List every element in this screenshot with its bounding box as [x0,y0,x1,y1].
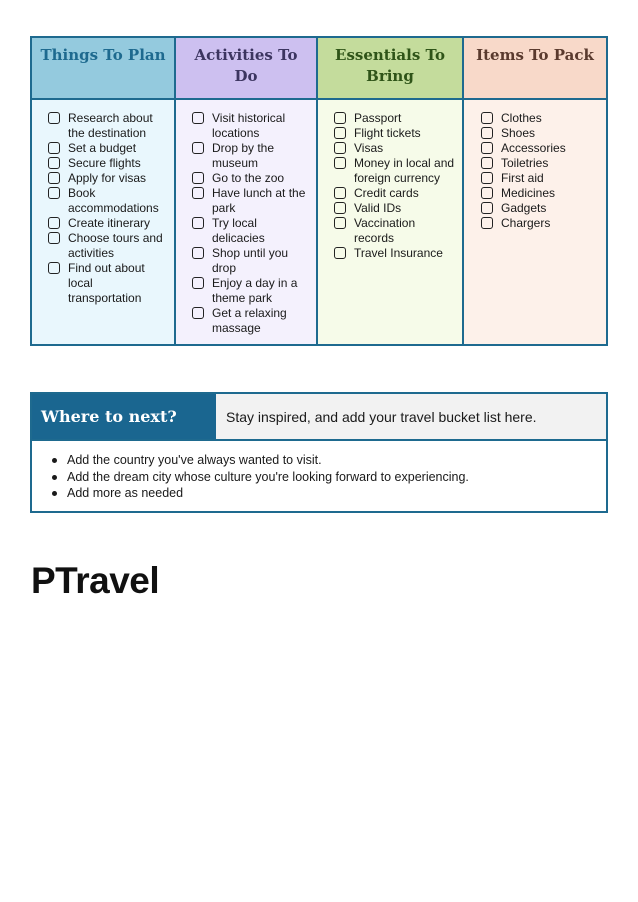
checklist-item-label: Travel Insurance [354,246,443,260]
checklist-item[interactable] [481,186,600,201]
checkbox-icon[interactable] [481,127,493,139]
checklist-item-label: Visas [354,141,384,155]
checkbox-icon[interactable] [481,142,493,154]
where-to-next-title: Where to next? [32,394,216,439]
checklist-item[interactable] [192,246,310,276]
checklist-item[interactable] [48,231,168,261]
checklist-item-label: Drop by the museum [212,141,275,170]
checklist-item[interactable] [192,216,310,246]
where-to-next-panel [30,392,608,513]
checkbox-icon[interactable] [48,112,60,124]
checklist-item[interactable] [48,186,168,216]
checklist-item-label: Research about the destination [68,111,153,140]
checklist-item[interactable] [48,171,168,186]
checklist-item-label: First aid [501,171,544,185]
checkbox-icon[interactable] [334,157,346,169]
checklist-item-label: Accessories [501,141,566,155]
checkbox-icon[interactable] [192,142,204,154]
checklist-item-label: Medicines [501,186,556,200]
checklist-item-label: Create itinerary [68,216,151,230]
checkbox-icon[interactable] [48,187,60,199]
checklist-item[interactable] [481,126,600,141]
column-things-to-plan [32,38,176,344]
checkbox-icon[interactable] [192,112,204,124]
checkbox-icon[interactable] [192,187,204,199]
checklist-item-label: Credit cards [354,186,419,200]
checklist-item[interactable] [192,141,310,171]
checklist-item-label: Chargers [501,216,551,230]
checkbox-icon[interactable] [481,217,493,229]
checklist-item[interactable] [334,246,456,261]
checklist-item[interactable] [481,201,600,216]
checkbox-icon[interactable] [334,112,346,124]
checkbox-icon[interactable] [48,262,60,274]
checklist-item-label: Have lunch at the park [212,186,306,215]
checkbox-icon[interactable] [334,247,346,259]
brand-name: PTravel [31,560,160,601]
where-to-next-header [32,394,606,441]
checkbox-icon[interactable] [334,217,346,229]
checklist-item[interactable] [48,216,168,231]
column-list [32,100,174,344]
column-header-things-to-plan: Things To Plan [32,38,174,100]
checklist-item[interactable] [334,156,456,186]
checklist-item[interactable] [192,276,310,306]
checkbox-icon[interactable] [334,142,346,154]
checklist-item[interactable] [48,111,168,141]
checkbox-icon[interactable] [48,172,60,184]
checkbox-icon[interactable] [192,217,204,229]
bucket-list [32,441,606,502]
checkbox-icon[interactable] [192,247,204,259]
checklist-item[interactable] [192,186,310,216]
checklist-item-label: Passport [354,111,402,125]
checklist-item[interactable] [481,111,600,126]
column-header-activities-to-do: Activities To Do [176,38,316,100]
checkbox-icon[interactable] [48,142,60,154]
checkbox-icon[interactable] [481,172,493,184]
checkbox-icon[interactable] [192,172,204,184]
checklist-item[interactable] [48,141,168,156]
checkbox-icon[interactable] [481,157,493,169]
column-list [176,100,316,344]
checklist-item[interactable] [192,171,310,186]
checklist-item-label: Find out about local transportation [68,261,145,305]
checkbox-icon[interactable] [334,187,346,199]
bucket-list-item: Add more as needed [67,485,606,502]
checkbox-icon[interactable] [192,277,204,289]
bucket-list-item: Add the country you've always wanted to visit. [67,452,606,469]
checklist-item-label: Clothes [501,111,542,125]
column-list [318,100,462,344]
checkbox-icon[interactable] [334,202,346,214]
checklist-item-label: Gadgets [501,201,547,215]
checkbox-icon[interactable] [48,217,60,229]
checkbox-icon[interactable] [48,232,60,244]
checklist-item[interactable] [334,141,456,156]
checkbox-icon[interactable] [192,307,204,319]
bucket-list-item: Add the dream city whose culture you're looking forward to experiencing. [67,469,606,486]
checklist-item-label: Vaccination records [354,216,416,245]
checklist-item-label: Shoes [501,126,536,140]
checklist-item[interactable] [48,156,168,171]
checklist-item-label: Flight tickets [354,126,421,140]
checklist-item[interactable] [192,111,310,141]
checklist-item-label: Apply for visas [68,171,147,185]
column-list [464,100,606,344]
checklist-item[interactable] [481,171,600,186]
checklist-item[interactable] [481,156,600,171]
checklist-item[interactable] [192,306,310,336]
checklist-item-label: Enjoy a day in a theme park [212,276,298,305]
checkbox-icon[interactable] [481,187,493,199]
checklist-item-label: Set a budget [68,141,137,155]
checklist-item[interactable] [334,216,456,246]
checkbox-icon[interactable] [334,127,346,139]
checklist-item[interactable] [334,111,456,126]
checklist-item-label: Shop until you drop [212,246,289,275]
checklist-item[interactable] [334,126,456,141]
checkbox-icon[interactable] [48,157,60,169]
column-essentials-to-bring [318,38,464,344]
checklist-item-label: Get a relaxing massage [212,306,287,335]
checklist-item-label: Try local delicacies [212,216,265,245]
where-to-next-subtitle: Stay inspired, and add your travel bucket list here. [216,394,606,439]
checklist-item[interactable] [334,201,456,216]
checklist-item-label: Choose tours and activities [68,231,163,260]
column-items-to-pack [464,38,606,344]
checklist-item-label: Money in local and foreign currency [354,156,455,185]
checklist-item-label: Go to the zoo [212,171,285,185]
travel-checklist [30,36,608,346]
checklist-item[interactable] [48,261,168,306]
checkbox-icon[interactable] [481,202,493,214]
checklist-item-label: Book accommodations [68,186,159,215]
checklist-item[interactable] [481,216,600,231]
column-activities-to-do [176,38,318,344]
checklist-item-label: Secure flights [68,156,141,170]
column-header-essentials-to-bring: Essentials To Bring [318,38,462,100]
checklist-item[interactable] [334,186,456,201]
checklist-item-label: Valid IDs [354,201,402,215]
checkbox-icon[interactable] [481,112,493,124]
checklist-item-label: Toiletries [501,156,549,170]
checklist-item[interactable] [481,141,600,156]
checklist-item-label: Visit historical locations [212,111,286,140]
column-header-items-to-pack: Items To Pack [464,38,606,100]
